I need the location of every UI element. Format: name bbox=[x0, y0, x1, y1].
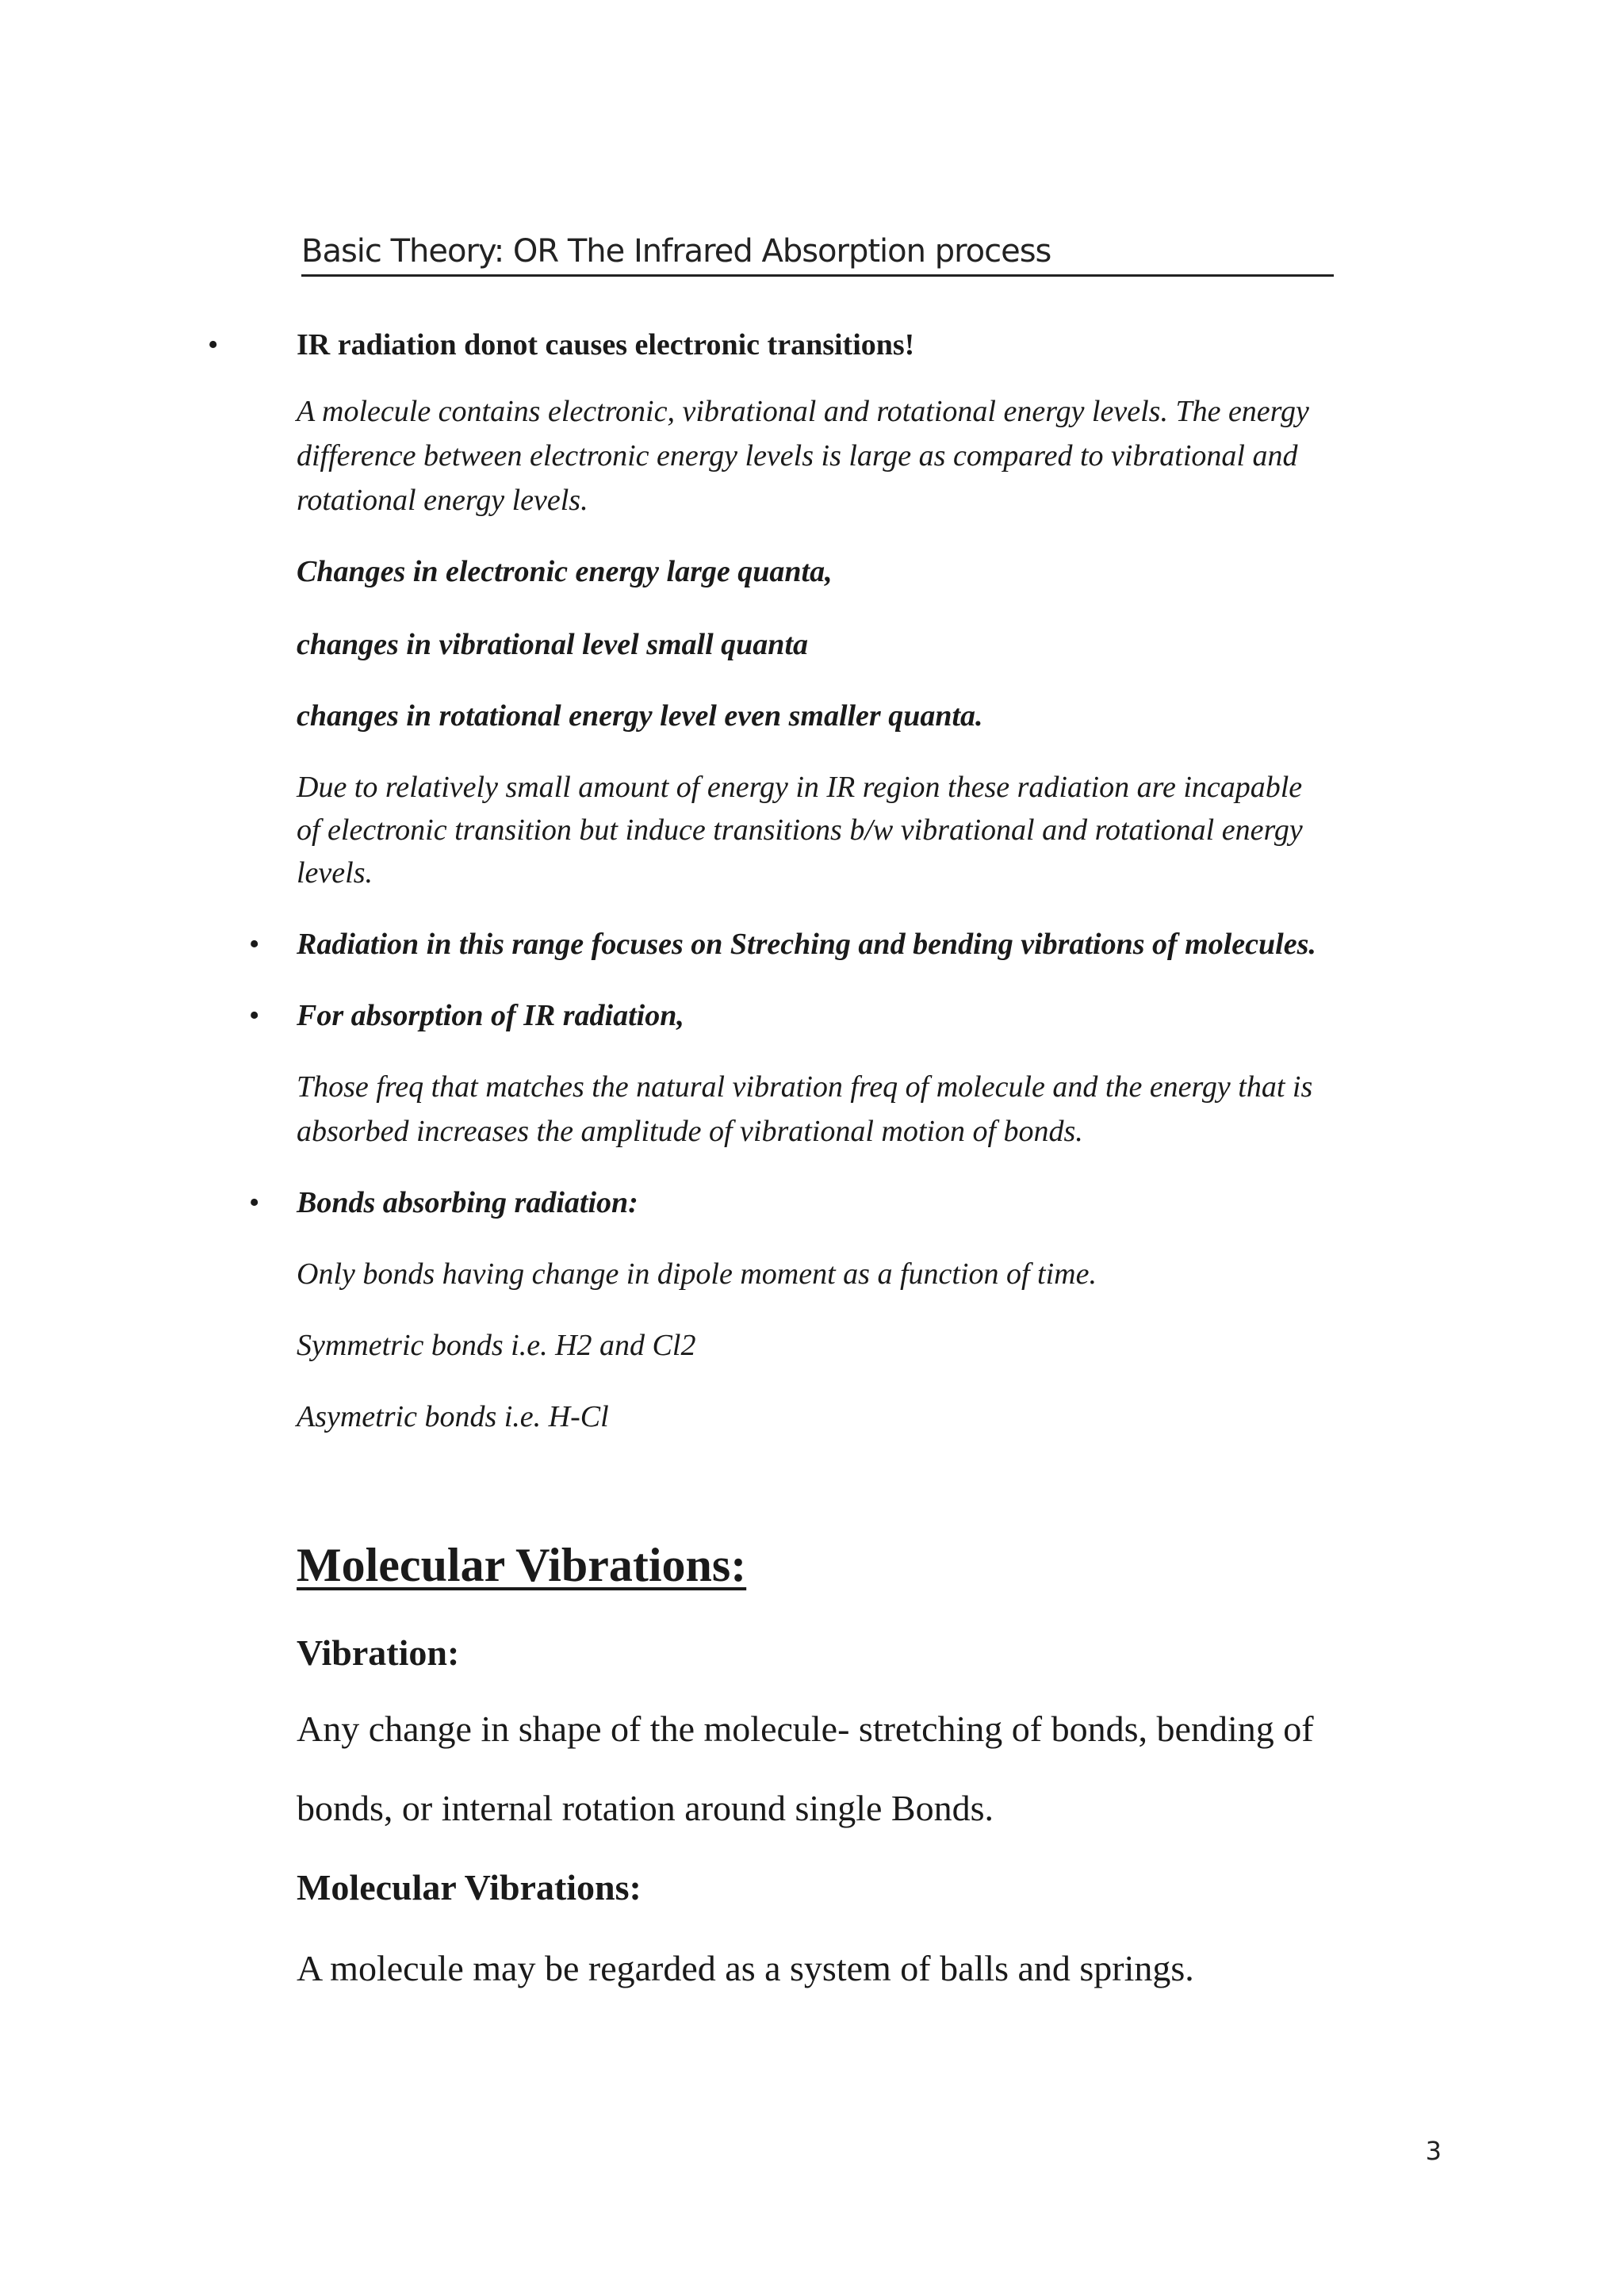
section-heading: Basic Theory: OR The Infrared Absorption process bbox=[301, 232, 1334, 277]
paragraph-line: bonds, or internal rotation around single Bonds. bbox=[297, 1788, 994, 1828]
paragraph-line: Symmetric bonds i.e. H2 and Cl2 bbox=[297, 1329, 696, 1362]
page-number: 3 bbox=[1425, 2136, 1442, 2166]
paragraph-line: of electronic transition but induce transitions b/w vibrational and rotational energy bbox=[297, 813, 1303, 847]
section-title: Molecular Vibrations: bbox=[297, 1539, 747, 1591]
change-electronic: Changes in electronic energy large quanta, bbox=[297, 555, 833, 588]
paragraph-line: Only bonds having change in dipole moment as a function of time. bbox=[297, 1257, 1097, 1291]
bullet-marker: • bbox=[249, 999, 260, 1032]
paragraph-line: Any change in shape of the molecule- stretching of bonds, bending of bbox=[297, 1709, 1314, 1749]
bullet-marker: • bbox=[208, 328, 219, 362]
paragraph-line: levels. bbox=[297, 856, 373, 890]
point-stretching-bending: Radiation in this range focuses on Streching and bending vibrations of molecules. bbox=[297, 928, 1316, 961]
point-bonds-absorbing: Bonds absorbing radiation: bbox=[297, 1186, 638, 1219]
paragraph-line: Asymetric bonds i.e. H-Cl bbox=[297, 1400, 609, 1433]
paragraph-line: A molecule may be regarded as a system of balls and springs. bbox=[297, 1948, 1194, 1988]
point-ir-no-electronic: IR radiation donot causes electronic transitions! bbox=[297, 328, 915, 362]
paragraph-line: Due to relatively small amount of energy in IR region these radiation are incapable bbox=[297, 771, 1303, 804]
bullet-marker: • bbox=[249, 1186, 260, 1219]
point-absorption: For absorption of IR radiation, bbox=[297, 999, 684, 1032]
subheading: Vibration: bbox=[297, 1632, 460, 1673]
change-rotational: changes in rotational energy level even smaller quanta. bbox=[297, 699, 983, 733]
paragraph-line: absorbed increases the amplitude of vibrational motion of bonds. bbox=[297, 1115, 1083, 1148]
paragraph-line: rotational energy levels. bbox=[297, 484, 588, 517]
paragraph-line: A molecule contains electronic, vibrational and rotational energy levels. The energy bbox=[297, 395, 1309, 428]
paragraph-line: difference between electronic energy levels is large as compared to vibrational and bbox=[297, 439, 1298, 473]
change-vibrational: changes in vibrational level small quanta bbox=[297, 628, 808, 661]
subheading: Molecular Vibrations: bbox=[297, 1867, 642, 1908]
paragraph-line: Those freq that matches the natural vibration freq of molecule and the energy that is bbox=[297, 1070, 1313, 1104]
bullet-marker: • bbox=[249, 928, 260, 961]
